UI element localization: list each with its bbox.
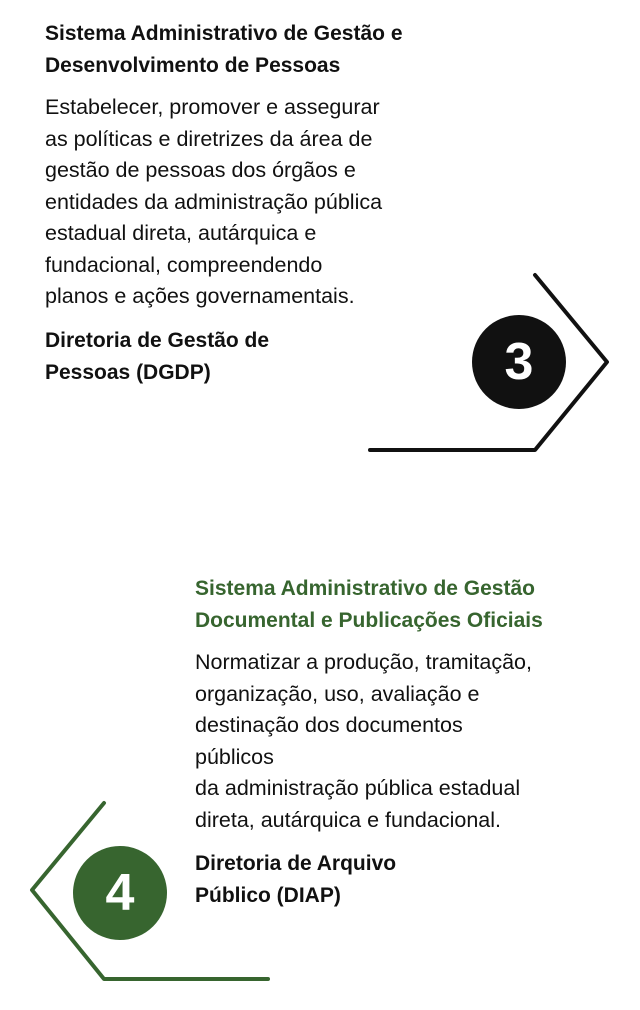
system-card-3 bbox=[45, 18, 465, 389]
system-title: Sistema Administrativo de Gestão Documental e Publicações Oficiais bbox=[195, 577, 543, 632]
system-card-4 bbox=[195, 573, 615, 912]
step-badge-3: 3 bbox=[472, 315, 566, 409]
system-department: Diretoria de Gestão de Pessoas (DGDP) bbox=[45, 328, 270, 384]
system-title: Sistema Administrativo de Gestão e Desenvolvimento de Pessoas bbox=[45, 22, 403, 77]
system-department: Diretoria de Arquivo Público (DIAP) bbox=[195, 852, 397, 907]
system-description: Normatizar a produção, tramitação, organização, uso, avaliação e destinação dos documentos públicos da administração pública estadual direta, autárquica e fundacional. bbox=[195, 650, 532, 832]
step-badge-4: 4 bbox=[73, 846, 167, 940]
system-description: Estabelecer, promover e assegurar as políticas e diretrizes da área de gestão de pessoas dos órgãos e entidades da administração pública estadual direta, autárquica e fundacional, compreendendo planos e ações governamentais. bbox=[45, 95, 383, 308]
